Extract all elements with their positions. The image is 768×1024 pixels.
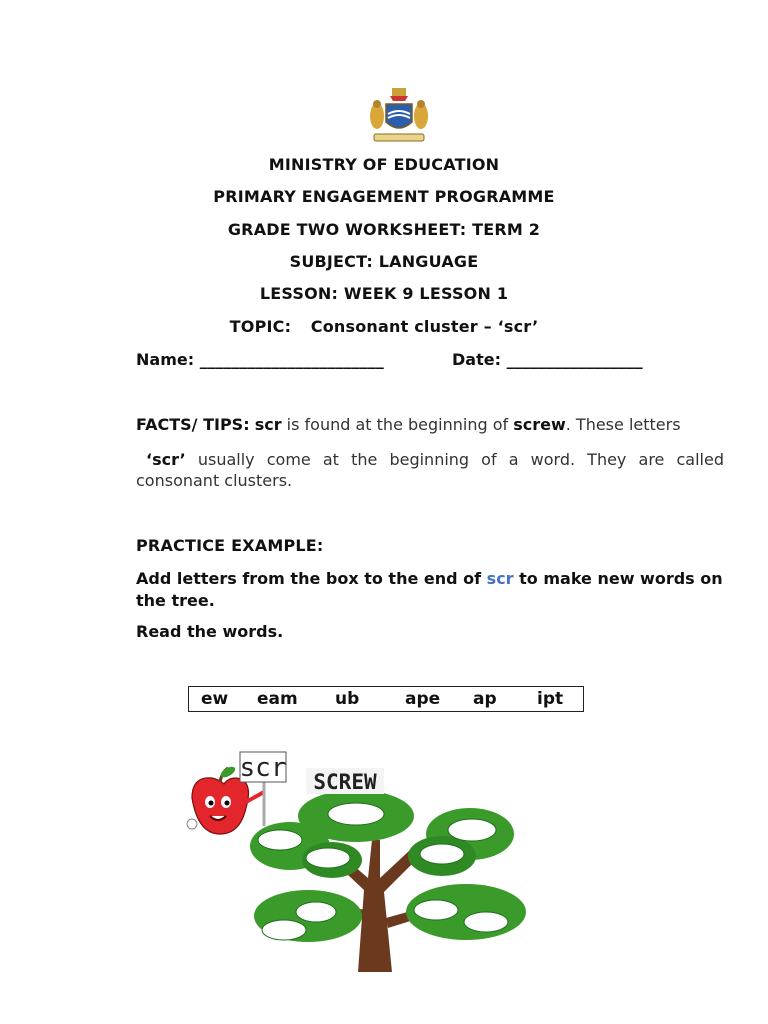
word-option: ap <box>473 689 497 709</box>
practice-heading: PRACTICE EXAMPLE: <box>136 536 324 555</box>
instruction-part-2: to make new words on the tree. <box>136 569 723 610</box>
facts-text-1: is found at the beginning of <box>281 415 514 434</box>
word-option: ape <box>405 689 441 709</box>
screw-tree-illustration <box>180 740 580 980</box>
word-box <box>188 686 584 712</box>
ministry-title: MINISTRY OF EDUCATION <box>268 155 500 174</box>
sign-text: scr <box>239 753 287 783</box>
word-option: ipt <box>537 689 564 709</box>
word-option: eam <box>257 689 298 709</box>
instruction-accent: scr <box>486 569 514 588</box>
word-option: ub <box>335 689 360 709</box>
coat-of-arms-icon <box>368 86 430 146</box>
facts-text-2: . These letters <box>565 415 681 434</box>
topic-value: Consonant cluster – ‘scr’ <box>310 317 539 336</box>
instruction-part-1: Add letters from the box to the end of <box>136 569 487 588</box>
subject-line: SUBJECT: LANGUAGE <box>289 252 479 271</box>
programme-title: PRIMARY ENGAGEMENT PROGRAMME <box>213 187 555 206</box>
date-blank: _________________ <box>506 350 643 369</box>
banner-text: SCREW <box>313 770 377 794</box>
facts-word: screw <box>513 415 566 434</box>
worksheet-title: GRADE TWO WORKSHEET: TERM 2 <box>227 220 541 239</box>
facts-line-1 <box>136 415 736 434</box>
name-blank: _______________________ <box>199 350 384 369</box>
practice-instruction <box>136 568 726 612</box>
name-field[interactable] <box>136 350 384 369</box>
read-instruction: Read the words. <box>136 622 284 641</box>
facts-cluster-quoted: ‘scr’ <box>146 450 186 469</box>
tree-icon <box>250 790 526 972</box>
facts-cluster: scr <box>254 415 282 434</box>
facts-colon: : <box>243 415 250 434</box>
date-label: Date: <box>452 350 501 369</box>
facts-text-3: usually come at the beginning of a word. They are called consonant clusters. <box>136 450 724 490</box>
word-option: ew <box>201 689 229 709</box>
facts-paragraph <box>136 449 724 491</box>
facts-label: FACTS/ TIPS <box>136 415 244 434</box>
name-label: Name: <box>136 350 195 369</box>
date-field[interactable] <box>452 350 643 369</box>
topic-label: TOPIC: <box>229 317 292 336</box>
lesson-line: LESSON: WEEK 9 LESSON 1 <box>259 284 509 303</box>
topic-line <box>0 317 768 336</box>
